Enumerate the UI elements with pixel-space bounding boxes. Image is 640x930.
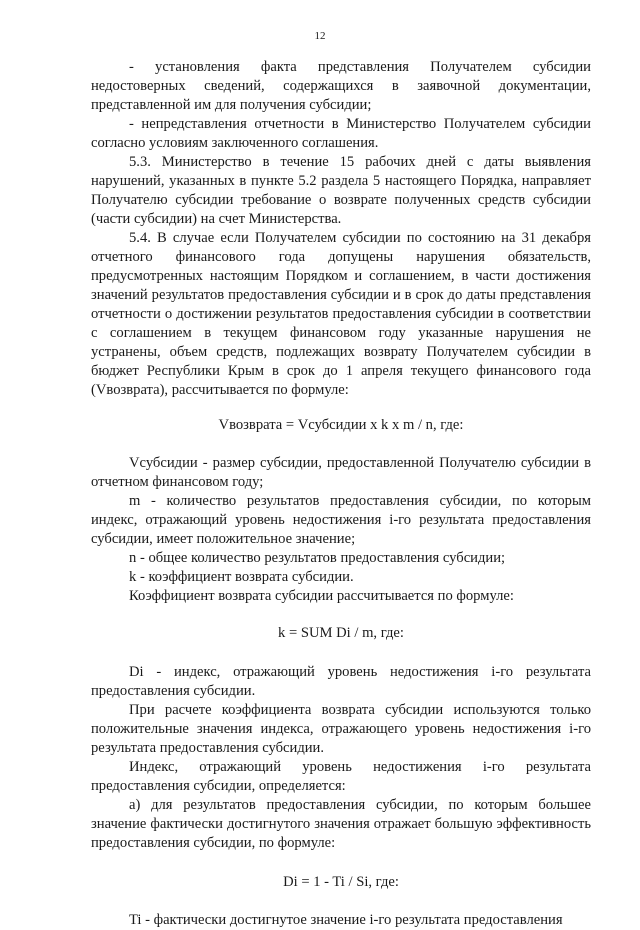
formula-v-return: Vвозврата = Vсубсидии x k x m / n, где: [218, 417, 464, 433]
paragraph-index-defined: Индекс, отражающий уровень недостижения i-го результата предоставления субсидии, определяется: [91, 759, 591, 794]
paragraph-item-unreliable-info: - установления факта представления Получателем субсидии недостоверных сведений, содержащихся в заявочной документации, представленной им для получения субсидии; [91, 59, 591, 113]
definition-k: k - коэффициент возврата субсидии. [129, 569, 354, 585]
page-number: 12 [314, 30, 326, 42]
paragraph-item-a: а) для результатов предоставления субсидии, по которым большее значение фактически достигнутого значения отражает большую эффективность предоставления субсидии, по формуле: [91, 797, 591, 851]
definition-v-subsidy: Vсубсидии - размер субсидии, предоставленной Получателю субсидии в отчетном финансовом году; [91, 455, 591, 490]
paragraph-k-intro: Коэффициент возврата субсидии рассчитывается по формуле: [129, 588, 514, 604]
definition-di: Di - индекс, отражающий уровень недостижения i-го результата предоставления субсидии. [91, 664, 591, 699]
definition-n: n - общее количество результатов предоставления субсидии; [129, 550, 506, 566]
formula-k: k = SUM Di / m, где: [278, 625, 404, 641]
definition-ti: Ti - фактически достигнутое значение i-го результата предоставления [129, 912, 563, 928]
formula-di: Di = 1 - Ti / Si, где: [283, 874, 399, 890]
paragraph-positive-values: При расчете коэффициента возврата субсидии используются только положительные значения индекса, отражающего уровень недостижения i-го результата предоставления субсидии. [91, 702, 591, 756]
paragraph-5-3: 5.3. Министерство в течение 15 рабочих дней с даты выявления нарушений, указанных в пункте 5.2 раздела 5 настоящего Порядка, направляет Получателю субсидии требование о возврате полученных средств субсидии (части субсидии) на счет Министерства. [91, 154, 591, 227]
paragraph-item-no-reporting: - непредставления отчетности в Министерство Получателем субсидии согласно условиям заключенного соглашения. [91, 116, 591, 151]
document-body [91, 58, 591, 930]
definition-m: m - количество результатов предоставления субсидии, по которым индекс, отражающий уровень недостижения i-го результата предоставления субсидии, имеет положительное значение; [91, 493, 591, 547]
paragraph-5-4: 5.4. В случае если Получателем субсидии по состоянию на 31 декабря отчетного финансового года допущены нарушения обязательств, предусмотренных настоящим Порядком и соглашением, в части достижения значений результатов предоставления субсидии и в срок до даты представления отчетности о достижении результатов предоставления субсидии в соответствии с соглашением в текущем финансовом году указанные нарушения не устранены, объем средств, подлежащих возврату Получателем субсидии в бюджет Республики Крым в срок до 1 апреля текущего финансового года (Vвозврата), рассчитывается по формуле: [91, 230, 591, 398]
